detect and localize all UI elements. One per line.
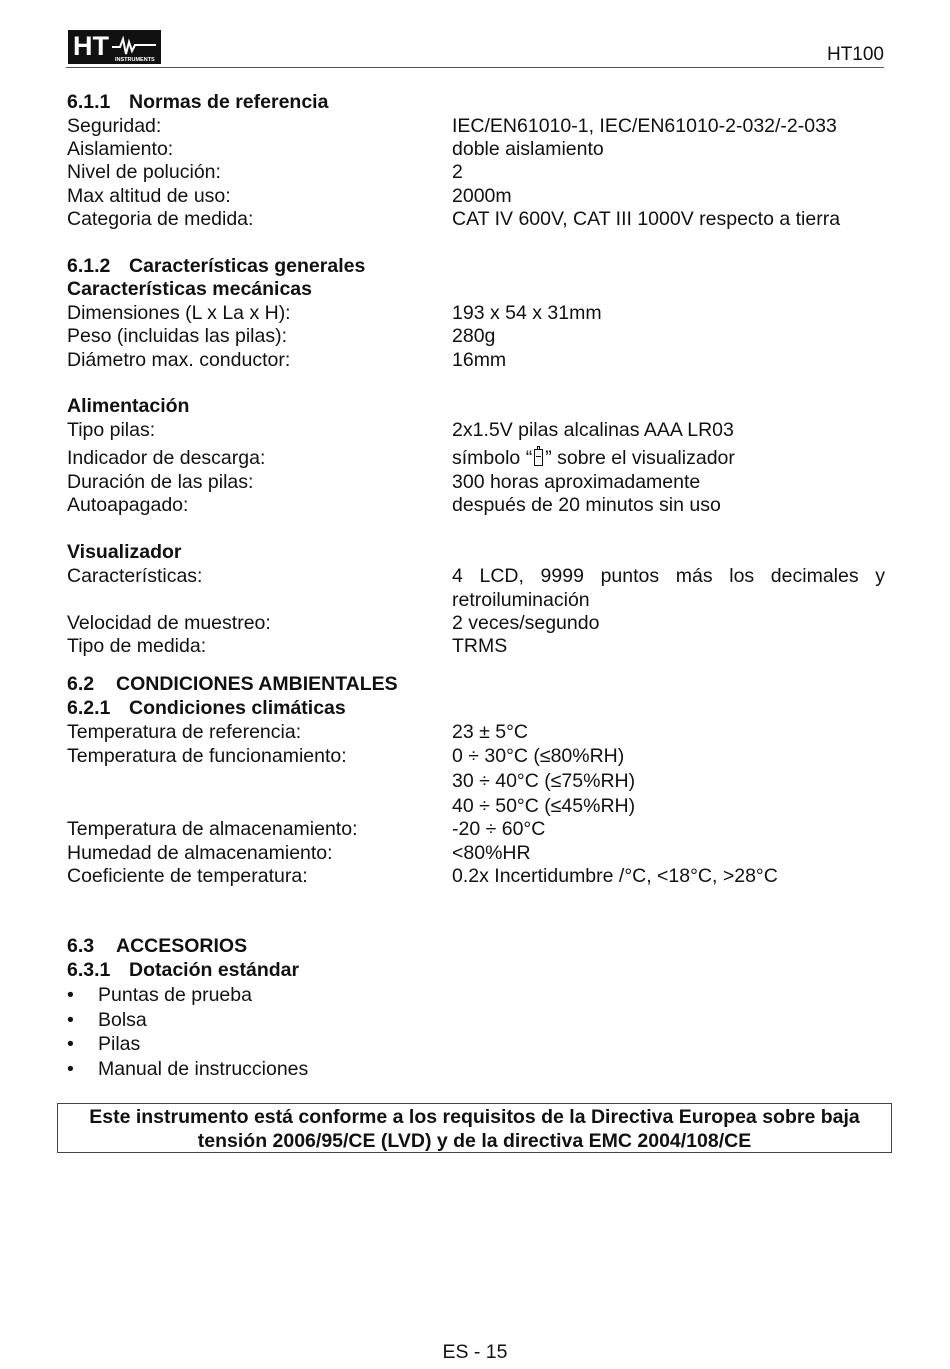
section-heading-6-3: 6.3 ACCESORIOS xyxy=(67,935,248,957)
spec-row-humedad-almacenamiento: Humedad de almacenamiento: <80%HR xyxy=(67,842,531,864)
section-heading-6-1-1: 6.1.1 Normas de referencia xyxy=(67,91,329,113)
subheading-alimentacion: Alimentación xyxy=(67,395,190,417)
spec-row-tipo-medida: Tipo de medida: TRMS xyxy=(67,635,508,657)
notice-line-1: Este instrumento está conforme a los requisitos de la Directiva Europea sobre baja xyxy=(89,1106,860,1128)
section-heading-6-3-1: 6.3.1 Dotación estándar xyxy=(67,959,300,981)
notice-line-2: tensión 2006/95/CE (LVD) y de la directiva EMC 2004/108/CE xyxy=(197,1130,752,1152)
spec-row-coef-temperatura: Coeficiente de temperatura: 0.2x Incertidumbre /°C, <18°C, >28°C xyxy=(67,865,778,887)
spec-row-autoapagado: Autoapagado: después de 20 minutos sin uso xyxy=(67,494,721,516)
section-heading-6-2-1: 6.2.1 Condiciones climáticas xyxy=(67,697,346,719)
spec-row-peso: Peso (incluidas las pilas): 280g xyxy=(67,325,496,347)
section-heading-6-2: 6.2 CONDICIONES AMBIENTALES xyxy=(67,673,398,695)
spec-row-nivel-polucion: Nivel de polución: 2 xyxy=(67,161,463,183)
svg-text:INSTRUMENTS: INSTRUMENTS xyxy=(115,57,155,63)
spec-row-temp-almacenamiento: Temperatura de almacenamiento: -20 ÷ 60°C xyxy=(67,818,546,840)
spec-row-velocidad-muestreo: Velocidad de muestreo: 2 veces/segundo xyxy=(67,612,600,634)
subheading-mecanicas: Características mecánicas xyxy=(67,278,312,300)
spec-row-categoria-medida: Categoria de medida: CAT IV 600V, CAT III 1000V respecto a tierra xyxy=(67,208,841,230)
spec-row-dimensiones: Dimensiones (L x La x H): 193 x 54 x 31mm xyxy=(67,302,602,324)
subheading-visualizador: Visualizador xyxy=(67,541,182,563)
section-heading-6-1-2: 6.1.2 Características generales xyxy=(67,255,366,277)
svg-text:HT: HT xyxy=(73,31,109,61)
spec-row-temp-funcionamiento: Temperatura de funcionamiento: 0 ÷ 30°C (≤80%RH) xyxy=(67,745,625,767)
spec-row-max-altitud: Max altitud de uso: 2000m xyxy=(67,185,512,207)
battery-low-icon xyxy=(534,449,543,466)
spec-row-duracion-pilas: Duración de las pilas: 300 horas aproximadamente xyxy=(67,471,701,493)
document-code: HT100 xyxy=(826,44,884,65)
spec-row-indicador-descarga: Indicador de descarga: símbolo “ ” sobre el visualizador xyxy=(67,447,735,469)
page-number: ES - 15 xyxy=(442,1341,508,1363)
spec-row-temp-funcionamiento-3: 40 ÷ 50°C (≤45%RH) xyxy=(452,795,636,817)
spec-row-aislamiento: Aislamiento: doble aislamiento xyxy=(67,138,604,160)
header-divider xyxy=(66,67,884,68)
spec-row-diametro: Diámetro max. conductor: 16mm xyxy=(67,349,507,371)
compliance-notice xyxy=(57,1103,892,1153)
spec-row-temp-referencia: Temperatura de referencia: 23 ± 5°C xyxy=(67,721,528,743)
spec-row-seguridad: Seguridad: IEC/EN61010-1, IEC/EN61010-2-032/-2-033 xyxy=(67,115,837,137)
spec-row-caracteristicas: Características: 4 LCD, 9999 puntos más los decimales y retroiluminación xyxy=(67,565,885,611)
spec-row-temp-funcionamiento-2: 30 ÷ 40°C (≤75%RH) xyxy=(452,770,636,792)
spec-row-tipo-pilas: Tipo pilas: 2x1.5V pilas alcalinas AAA LR03 xyxy=(67,419,734,441)
ht-instruments-logo xyxy=(68,30,161,64)
